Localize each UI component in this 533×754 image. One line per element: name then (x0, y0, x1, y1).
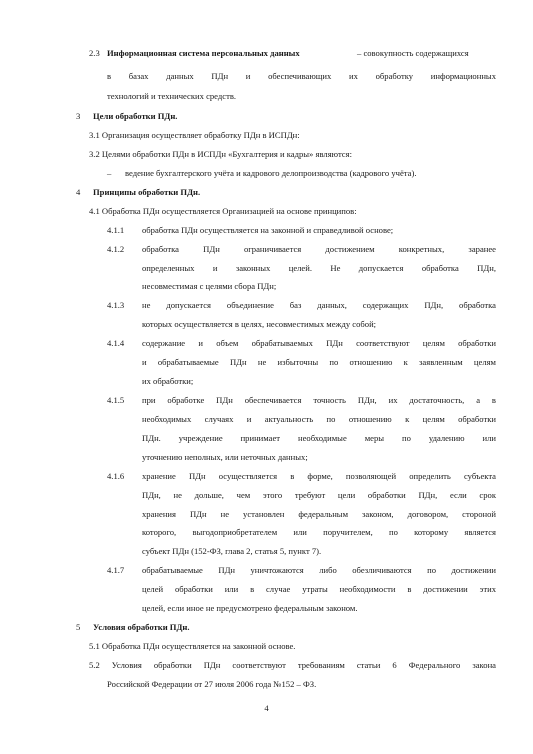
item-line: целей обработки или в случае утраты необходимости в достижении этих (142, 584, 496, 594)
paragraph-line: – совокупность содержащихся (357, 48, 469, 58)
item-number: 4.1.2 (107, 244, 125, 254)
item-line: обработка ПДн ограничивается достижением конкретных, заранее (142, 244, 496, 254)
item-line: несовместимая с целями сбора ПДн; (142, 281, 277, 291)
item-line: хранения ПДн не установлен федеральным законом, договором, стороной (142, 509, 496, 519)
item-line: необходимых случаях и актуальность по отношению к целям обработки (142, 414, 496, 424)
paragraph-line: Российской Федерации от 27 июля 2006 года №152 – ФЗ. (107, 679, 317, 689)
section-title: Условия обработки ПДн. (93, 622, 190, 632)
item-line: обработка ПДн осуществляется на законной и справедливой основе; (142, 225, 394, 235)
section-title: Цели обработки ПДн. (93, 111, 178, 121)
term-heading: Информационная система персональных данных (107, 48, 300, 58)
item-number: 4.1.5 (107, 395, 125, 405)
paragraph-line: 5.2 Условия обработки ПДн соответствуют требованиям статьи 6 Федерального закона (89, 660, 496, 670)
item-line: при обработке ПДн обеспечивается точность ПДн, их достаточность, а в (142, 395, 496, 405)
item-line: уточнению неполных, или неточных данных; (142, 452, 308, 462)
item-line: не допускается объединение баз данных, содержащих ПДн, обработка (142, 300, 496, 310)
item-number: 4.1.6 (107, 471, 125, 481)
item-number: 4.1.4 (107, 338, 125, 348)
paragraph-line: 5.1 Обработка ПДн осуществляется на законной основе. (89, 641, 296, 651)
paragraph-line: 3.1 Организация осуществляет обработку ПДн в ИСПДн: (89, 130, 300, 140)
item-line: обрабатываемые ПДн уничтожаются либо обезличиваются по достижении (142, 565, 496, 575)
item-line: и обрабатываемые ПДн не избыточны по отношению к заявленным целям (142, 357, 496, 367)
item-line: которого, выгодоприобретателем или поручителем, по которому является (142, 527, 496, 537)
paragraph-line: технологий и технических средств. (107, 91, 237, 101)
item-line: хранение ПДн осуществляется в форме, позволяющей определить субъекта (142, 471, 496, 481)
paragraph-line: в базах данных ПДн и обеспечивающих их обработку информационных (107, 71, 496, 81)
item-line: содержание и объем обрабатываемых ПДн соответствуют целям обработки (142, 338, 496, 348)
item-number: 4.1.7 (107, 565, 125, 575)
section-number: 2.3 (89, 48, 100, 58)
section-number: 5 (76, 622, 81, 632)
item-line: субъект ПДн (152-ФЗ, глава 2, статья 5, пункт 7). (142, 546, 322, 556)
page-number: 4 (264, 703, 269, 713)
item-line: ПДн, не дольше, чем этого требуют цели обработки ПДн, если срок (142, 490, 496, 500)
paragraph-line: ведение бухгалтерского учёта и кадрового делопроизводства (кадрового учёта). (125, 168, 417, 178)
section-title: Принципы обработки ПДн. (93, 187, 201, 197)
paragraph-line: 4.1 Обработка ПДн осуществляется Организацией на основе принципов: (89, 206, 357, 216)
item-line: их обработки; (142, 376, 194, 386)
section-number: 3 (76, 111, 81, 121)
list-dash: – (107, 168, 112, 178)
item-number: 4.1.1 (107, 225, 125, 235)
item-line: целей, если иное не предусмотрено федеральным законом. (142, 603, 358, 613)
item-line: ПДн. учреждение принимает необходимые меры по удалению или (142, 433, 496, 443)
item-line: которых осуществляется в целях, несовместимых между собой; (142, 319, 377, 329)
item-line: определенных и законных целей. Не допускается обработка ПДн, (142, 263, 496, 273)
section-number: 4 (76, 187, 81, 197)
item-number: 4.1.3 (107, 300, 125, 310)
paragraph-line: 3.2 Целями обработки ПДн в ИСПДн «Бухгалтерия и кадры» являются: (89, 149, 352, 159)
